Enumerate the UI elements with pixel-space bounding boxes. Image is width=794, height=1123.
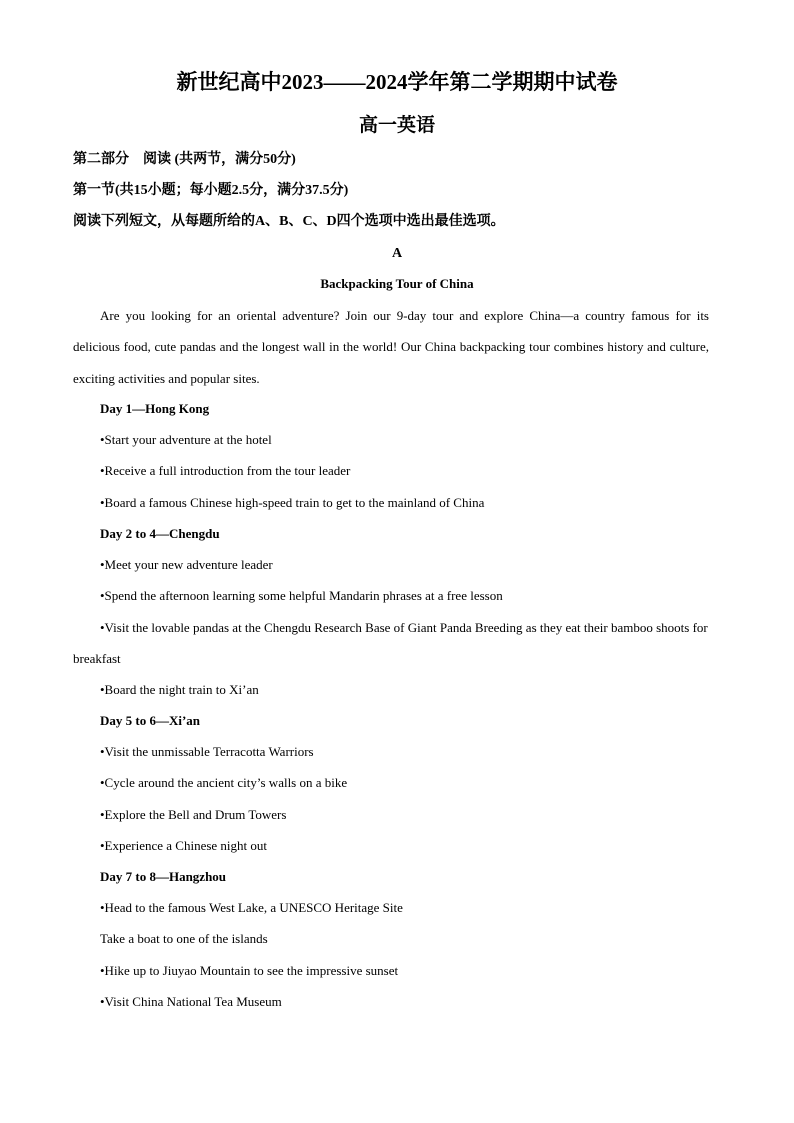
list-item: •Board a famous Chinese high-speed train to get to the mainland of China	[100, 495, 485, 510]
list-item: •Start your adventure at the hotel	[100, 432, 272, 447]
exam-subtitle: 高一英语	[358, 115, 435, 136]
list-item: •Hike up to Jiuyao Mountain to see the impressive sunset	[100, 963, 399, 978]
part-heading: 第二部分 阅读 (共两节，满分50分)	[73, 152, 296, 167]
list-item: •Explore the Bell and Drum Towers	[100, 807, 287, 822]
passage-label: A	[391, 246, 403, 261]
passage-title: Backpacking Tour of China	[320, 276, 474, 291]
list-item: •Cycle around the ancient city’s walls on a bike	[100, 775, 348, 790]
instruction-text: 阅读下列短文，从每题所给的A、B、C、D四个选项中选出最佳选项。	[73, 214, 505, 229]
section-heading: 第一节(共15小题；每小题2.5分，满分37.5分)	[73, 183, 349, 198]
list-item: •Visit China National Tea Museum	[100, 994, 282, 1009]
list-item: Take a boat to one of the islands	[100, 931, 268, 946]
list-item: •Visit the unmissable Terracotta Warriors	[100, 744, 314, 759]
day-heading-4: Day 7 to 8—Hangzhou	[100, 869, 227, 884]
day-heading-1: Day 1—Hong Kong	[100, 401, 210, 416]
list-item: •Receive a full introduction from the tour leader	[100, 463, 351, 478]
list-item: •Visit the lovable pandas at the Chengdu Research Base of Giant Panda Breeding as they eat their bamboo shoots for breakfast	[73, 620, 708, 667]
day-heading-2: Day 2 to 4—Chengdu	[100, 526, 220, 541]
list-item: •Head to the famous West Lake, a UNESCO Heritage Site	[100, 900, 403, 915]
day-heading-3: Day 5 to 6—Xi’an	[100, 713, 201, 728]
exam-title: 新世纪高中2023——2024学年第二学期期中试卷	[176, 70, 618, 94]
passage-intro: Are you looking for an oriental adventure? Join our 9-day tour and explore China—a country famous for its delicious food, cute pandas and the longest wall in the world! Our China backpacking tour combines history and culture, exciting activities and popular sites.	[73, 308, 709, 386]
list-item: •Meet your new adventure leader	[100, 557, 273, 572]
list-item: •Experience a Chinese night out	[100, 838, 268, 853]
list-item: •Spend the afternoon learning some helpful Mandarin phrases at a free lesson	[100, 588, 503, 603]
list-item: •Board the night train to Xi’an	[100, 682, 259, 697]
